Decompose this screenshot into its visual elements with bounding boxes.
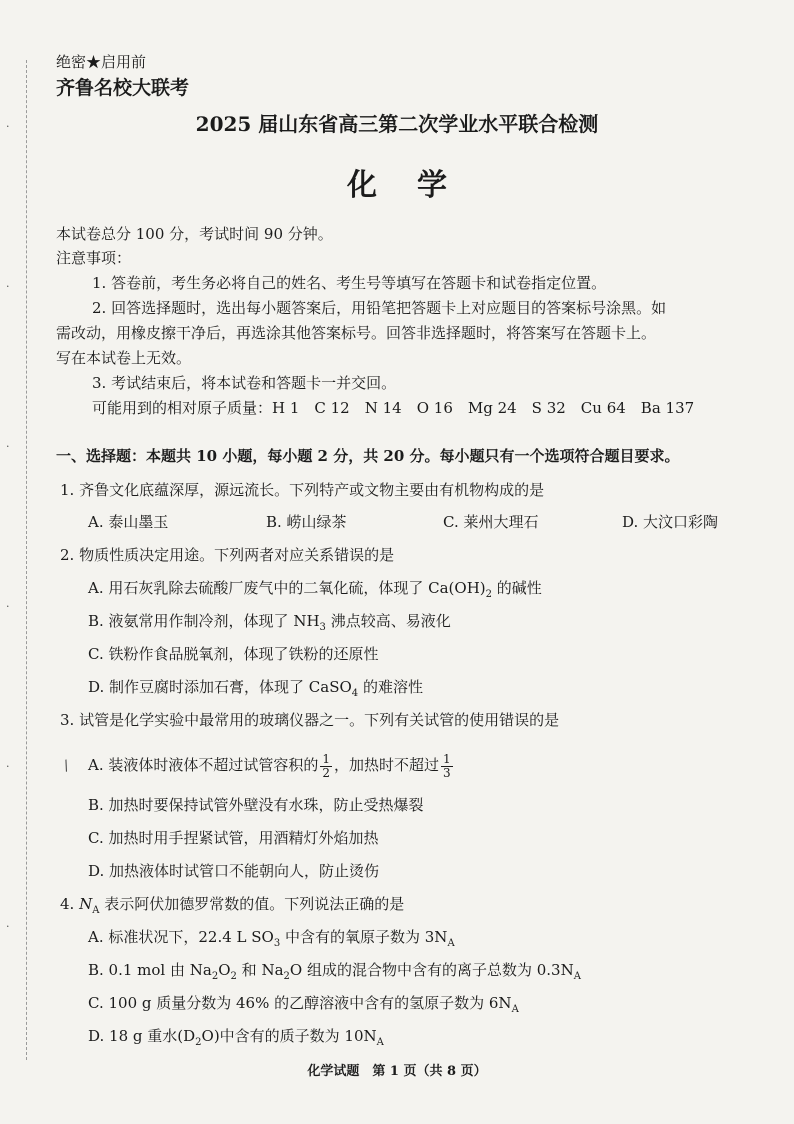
stem-text: 表示阿伏加德罗常数的值。下列说法正确的是 [99,895,405,913]
notice-item-1: 1. 答卷前，考生务必将自己的姓名、考生号等填写在答题卡和试卷指定位置。 [92,274,607,292]
binding-mark: · [6,920,10,933]
subscript: 4 [351,688,359,699]
question-2-option-c: C. 铁粉作食品脱氧剂，体现了铁粉的还原性 [88,645,379,663]
option-text: 的难溶性 [358,678,423,696]
option-text: A. 装液体时液体不超过试管容积的 [88,756,319,774]
binding-mark: · [6,600,10,613]
option-text: 沸点较高、易液化 [325,612,451,630]
question-3-option-d: D. 加热液体时试管口不能朝向人，防止烫伤 [88,862,380,880]
option-text: O [218,961,231,979]
page-footer: 化学试题 第 1 页（共 8 页） [307,1064,487,1079]
question-4-option-b [88,960,581,987]
question-3-stem: 3. 试管是化学实验中最常用的玻璃仪器之一。下列有关试管的使用错误的是 [60,711,560,729]
notice-item-3: 3. 考试结束后，将本试卷和答题卡一并交回。 [92,374,397,392]
question-4-stem [60,894,404,921]
fraction-numerator: 1 [322,751,331,766]
subscript: 2 [283,971,290,982]
binding-margin [0,60,27,1060]
option-text: D. 18 g 重水(D [88,1027,196,1045]
notice-item-2-end: 写在本试卷上无效。 [56,349,192,367]
option-text: A. 标准状况下，22.4 L SO [88,928,274,946]
question-2-option-b [88,611,451,638]
score-time-text: 本试卷总分 100 分，考试时间 90 分钟。 [56,225,333,243]
question-1-option-a: A. 泰山墨玉 [88,513,169,531]
question-3-option-a [88,748,455,782]
question-1-option-b: B. 崂山绿茶 [266,513,347,531]
option-text: B. 0.1 mol 由 Na [88,961,212,979]
option-text: D. 制作豆腐时添加石膏，体现了 CaSO [88,678,352,696]
binding-mark: · [6,280,10,293]
subscript: A [447,938,455,949]
subscript: 3 [319,622,326,633]
fraction-denominator: 3 [443,765,451,780]
notice-heading: 注意事项： [56,249,132,267]
question-4-option-a [88,927,455,954]
binding-mark: · [6,120,10,133]
question-2-option-d [88,677,423,704]
subject-title: 化学 [347,168,487,203]
option-text: 和 Na [236,961,284,979]
notice-item-2-cont: 需改动，用橡皮擦干净后，再选涂其他答案标号。回答非选择题时，将答案写在答题卡上。 [56,324,657,342]
binding-mark: · [6,440,10,453]
option-text: O 组成的混合物中含有的离子总数为 0.3N [289,961,574,979]
subscript: A [376,1037,384,1048]
option-text: A. 用石灰乳除去硫酸厂废气中的二氧化硫，体现了 Ca(OH) [88,579,486,597]
fraction-numerator: 1 [443,751,451,766]
fraction-one-half [320,753,332,780]
fraction-denominator: 2 [322,765,331,780]
avogadro-symbol: N [79,895,93,913]
option-text: O)中含有的质子数为 10N [201,1027,377,1045]
question-1-option-d: D. 大汶口彩陶 [622,513,719,531]
option-text: C. 100 g 质量分数为 46% 的乙醇溶液中含有的氢原子数为 6N [88,994,512,1012]
atomic-mass-list: 可能用到的相对原子质量：H 1 C 12 N 14 O 16 Mg 24 S 32 Cu 64 Ba 137 [92,399,695,417]
stem-text: 4. [60,895,80,913]
subscript: A [92,905,100,916]
section-one-heading: 一、选择题：本题共 10 小题，每小题 2 分，共 20 分。每小题只有一个选项符合题目要求。 [56,447,680,465]
option-text: 中含有的氧原子数为 3N [280,928,448,946]
confidential-label: 绝密★启用前 [56,53,147,71]
notice-item-2: 2. 回答选择题时，选出每小题答案后，用铅笔把答题卡上对应题目的答案标号涂黑。如 [92,299,667,317]
exam-title: 2025 届山东省高三第二次学业水平联合检测 [195,112,599,136]
subscript: A [511,1004,519,1015]
question-2-option-a [88,578,542,605]
subscript: 3 [273,938,281,949]
question-4-option-d [88,1026,384,1053]
binding-mark: · [6,760,10,773]
subscript: 2 [211,971,219,982]
pencil-mark: ∕ [61,757,72,775]
question-3-option-b: B. 加热时要保持试管外壁没有水珠，防止受热爆裂 [88,796,424,814]
question-2-stem: 2. 物质性质决定用途。下列两者对应关系错误的是 [60,546,395,564]
question-1-stem: 1. 齐鲁文化底蕴深厚，源远流长。下列特产或文物主要由有机物构成的是 [60,481,545,499]
question-3-option-c: C. 加热时用手捏紧试管，用酒精灯外焰加热 [88,829,379,847]
question-4-option-c [88,993,519,1020]
fraction-one-third [441,753,453,780]
subscript: 2 [230,971,237,982]
option-text: ，加热时不超过 [334,756,440,774]
alliance-name: 齐鲁名校大联考 [56,77,190,99]
option-text: B. 液氨常用作制冷剂，体现了 NH [88,612,320,630]
subscript: 2 [485,589,493,600]
subscript: A [573,971,581,982]
subscript: 2 [195,1037,202,1048]
question-1-option-c: C. 莱州大理石 [443,513,539,531]
option-text: 的碱性 [492,579,542,597]
